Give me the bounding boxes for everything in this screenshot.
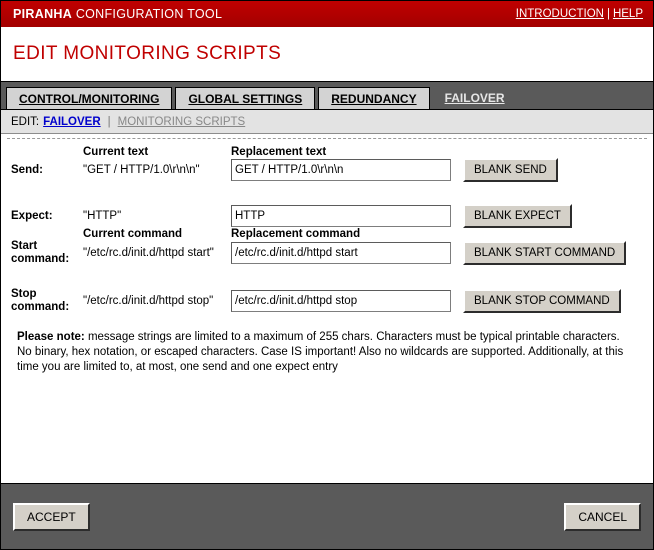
app-brand bbox=[13, 7, 222, 21]
accept-button[interactable]: ACCEPT bbox=[13, 503, 90, 531]
blank-expect-cell bbox=[463, 204, 643, 228]
blank-expect-button[interactable]: BLANK EXPECT bbox=[463, 204, 572, 228]
page-title: EDIT MONITORING SCRIPTS bbox=[13, 43, 282, 64]
blank-stop-command-cell bbox=[463, 288, 643, 314]
spacer-row-2 bbox=[11, 266, 643, 288]
tab-redundancy[interactable]: REDUNDANCY bbox=[318, 87, 429, 109]
blank-start-command-button[interactable]: BLANK START COMMAND bbox=[463, 241, 626, 265]
header-spacer-2 bbox=[463, 146, 643, 158]
form-note bbox=[11, 330, 643, 375]
header-spacer-4 bbox=[463, 228, 643, 240]
current-send-value: "GET / HTTP/1.0\r\n\n" bbox=[83, 164, 200, 176]
header-current-command: Current command bbox=[83, 228, 183, 240]
label-stop-command-line2: command: bbox=[11, 301, 70, 313]
send-input[interactable] bbox=[231, 159, 451, 181]
header-replacement-text: Replacement text bbox=[231, 146, 327, 158]
label-send: Send: bbox=[11, 163, 43, 176]
help-link[interactable]: HELP bbox=[612, 8, 643, 20]
current-expect-value: "HTTP" bbox=[83, 210, 122, 222]
row-stop-command bbox=[11, 288, 643, 314]
page-title-band bbox=[1, 27, 653, 82]
label-start-command bbox=[11, 240, 83, 266]
form-note-prefix: Please note: bbox=[17, 331, 85, 343]
app-brand-strong: PIRANHA bbox=[13, 7, 73, 21]
form-note-body: message strings are limited to a maximum of 255 chars. Characters must be typical printable characters. No binary, hex notation, or escaped characters. Case IS important! Also no wildcards are supported. Additionally, at this time you are limited to, at most, one send and one expect entry bbox=[17, 331, 624, 373]
breadcrumb-current-monitoring-scripts: MONITORING SCRIPTS bbox=[117, 115, 246, 128]
form-footer bbox=[1, 483, 653, 549]
form-table bbox=[11, 146, 643, 314]
cancel-button[interactable]: CANCEL bbox=[564, 503, 641, 531]
stop-command-input[interactable] bbox=[231, 290, 451, 312]
tab-failover[interactable]: FAILOVER bbox=[433, 87, 517, 109]
app-header bbox=[1, 1, 653, 27]
tab-bar bbox=[1, 82, 653, 110]
current-start-command-value: "/etc/rc.d/init.d/httpd start" bbox=[83, 247, 214, 259]
header-replacement-command: Replacement command bbox=[231, 228, 361, 240]
blank-start-command-cell bbox=[463, 240, 643, 266]
send-input-cell bbox=[231, 158, 463, 182]
monitoring-scripts-form bbox=[1, 134, 653, 468]
breadcrumb-link-failover[interactable]: FAILOVER bbox=[43, 115, 101, 128]
label-stop-command bbox=[11, 288, 83, 314]
header-links bbox=[516, 8, 643, 20]
label-stop-command-line1: Stop bbox=[11, 288, 37, 300]
header-current-text: Current text bbox=[83, 146, 149, 158]
label-start-command-line2: command: bbox=[11, 253, 70, 265]
start-command-input[interactable] bbox=[231, 242, 451, 264]
header-link-separator: | bbox=[606, 8, 610, 20]
tab-global-settings[interactable]: GLOBAL SETTINGS bbox=[175, 87, 315, 109]
row-send bbox=[11, 158, 643, 182]
blank-send-cell bbox=[463, 158, 643, 182]
expect-input[interactable] bbox=[231, 205, 451, 227]
blank-send-button[interactable]: BLANK SEND bbox=[463, 158, 558, 182]
stop-command-input-cell bbox=[231, 288, 463, 314]
tab-control-monitoring[interactable]: CONTROL/MONITORING bbox=[6, 87, 172, 109]
current-stop-command-value: "/etc/rc.d/init.d/httpd stop" bbox=[83, 295, 214, 307]
header-spacer-3 bbox=[11, 228, 83, 240]
breadcrumb-separator: | bbox=[107, 115, 111, 128]
spacer-row-1 bbox=[11, 182, 643, 204]
row-start-command bbox=[11, 240, 643, 266]
blank-stop-command-button[interactable]: BLANK STOP COMMAND bbox=[463, 289, 621, 313]
label-expect: Expect: bbox=[11, 209, 53, 222]
row-expect bbox=[11, 204, 643, 228]
breadcrumb-label: EDIT: bbox=[11, 115, 40, 128]
app-brand-rest: CONFIGURATION TOOL bbox=[72, 7, 223, 21]
form-header-row-text bbox=[11, 146, 643, 158]
start-command-input-cell bbox=[231, 240, 463, 266]
introduction-link[interactable]: INTRODUCTION bbox=[515, 8, 604, 20]
breadcrumb bbox=[1, 110, 653, 134]
header-spacer-1 bbox=[11, 146, 83, 158]
label-start-command-line1: Start bbox=[11, 240, 38, 252]
expect-input-cell bbox=[231, 204, 463, 228]
form-header-row-command bbox=[11, 228, 643, 240]
